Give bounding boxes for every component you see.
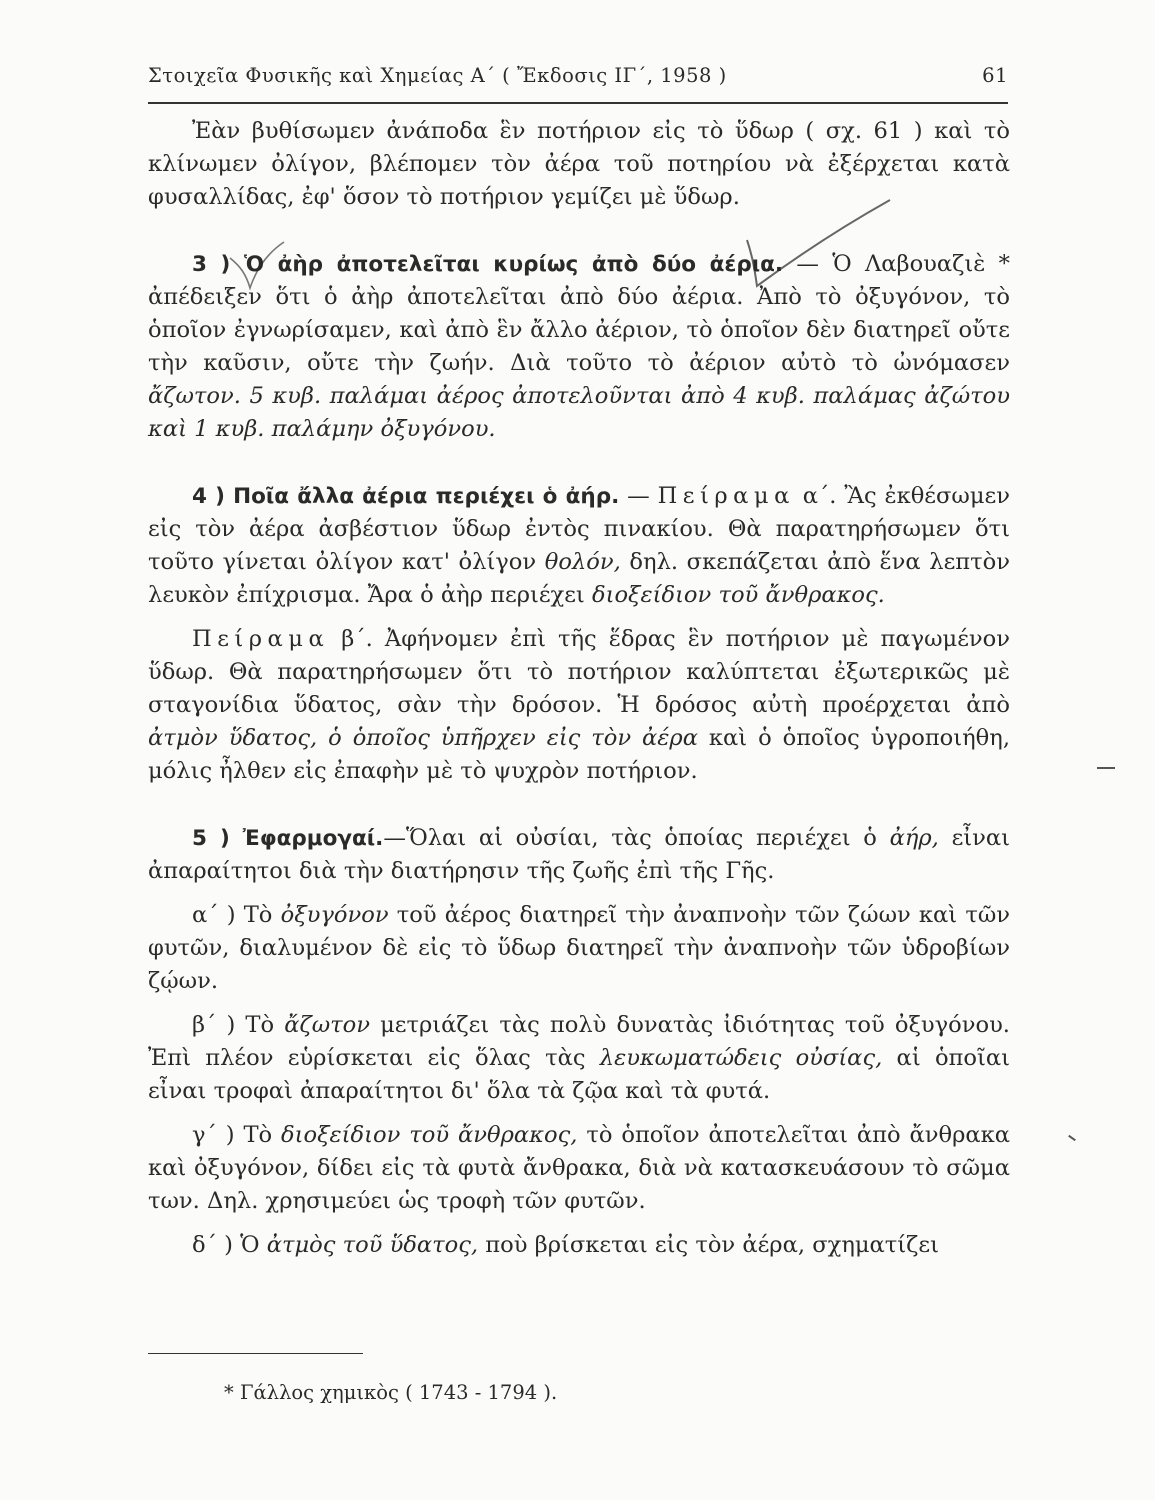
item-gamma-text: τὸ ὁποῖον ἀποτελεῖται ἀπὸ ἄνθρακα καὶ ὀξυγόνον, δίδει εἰς τὰ φυτὰ ἄνθρακα, διὰ νὰ κατασκευάσουν τὸ σῶμα των. Δηλ. χρησιμεύει ὡς τροφὴ τῶν φυτῶν. <box>148 1122 1010 1214</box>
item-delta-label: δ΄ ) Ὁ <box>192 1232 267 1258</box>
item-delta <box>148 1229 1010 1262</box>
section-4-dash: — <box>619 483 658 509</box>
experiment-b-text-2: καὶ ὁ ὁποῖος ὑγροποιήθη, μόλις ἦλθεν εἰς ἐπαφὴν μὲ τὸ ψυχρὸν ποτήριον. <box>148 725 1010 784</box>
item-alpha-italic: ὀξυγόνον <box>280 902 389 928</box>
experiment-a-text-1: Ἂς ἐκθέσωμεν εἰς τὸν ἀέρα ἀσβέστιον ὕδωρ ἐντὸς πινακίου. Θὰ παρατηρήσωμεν ὅτι τοῦτο γίνεται ὀλίγον κατ' ὀλίγον <box>148 483 1010 575</box>
item-delta-italic: ἀτμὸς τοῦ ὕδατος, <box>266 1232 479 1258</box>
margin-dash-mark <box>1097 767 1115 769</box>
paragraph-1: Ἐὰν βυθίσωμεν ἀνάποδα ἓν ποτήριον εἰς τὸ ὕδωρ ( σχ. 61 ) καὶ τὸ κλίνωμεν ὀλίγον, βλέπομεν τὸν ἀέρα τοῦ ποτηρίου νὰ ἐξέρχεται κατὰ φυσαλλίδας, ἐφ' ὅσον τὸ ποτήριον γεμίζει μὲ ὕδωρ. <box>148 118 1010 210</box>
footnote: * Γάλλος χημικὸς ( 1743 - 1794 ). <box>224 1381 558 1404</box>
experiment-a-number: α΄. <box>794 483 845 509</box>
item-beta-italic-2: λευκωματώδεις οὐσίας, <box>599 1045 883 1071</box>
section-5-text-1: —Ὅλαι αἱ οὐσίαι, τὰς ὁποίας περιέχει ὁ <box>383 825 890 851</box>
margin-tick-mark <box>1068 1135 1076 1141</box>
item-beta-label: β΄ ) Τὸ <box>192 1012 285 1038</box>
experiment-a-italic-1: θολόν, <box>544 549 621 575</box>
experiment-b-label: Πείραμα <box>192 626 330 652</box>
experiment-a-italic-2: διοξείδιον τοῦ ἄνθρακος. <box>591 582 885 608</box>
item-gamma-italic: διοξείδιον τοῦ ἄνθρακος, <box>281 1122 578 1148</box>
running-header <box>148 64 1008 87</box>
section-5-italic: ἀήρ, <box>889 825 939 851</box>
item-beta-text-1: μετριάζει τὰς πολὺ δυνατὰς ἰδιότητας τοῦ ὀξυγόνου. Ἐπὶ πλέον εὑρίσκεται εἰς ὅλας τὰς <box>148 1012 1010 1071</box>
section-5-text-2: εἶναι ἀπαραίτητοι διὰ τὴν διατήρησιν τῆς ζωῆς ἐπὶ τῆς Γῆς. <box>148 825 1010 884</box>
item-delta-text: ποὺ βρίσκεται εἰς τὸν ἀέρα, σχηματίζει <box>478 1232 939 1258</box>
item-alpha <box>148 899 1010 998</box>
experiment-b-text-1: Ἀφήνομεν ἐπὶ τῆς ἕδρας ἓν ποτήριον μὲ παγωμένον ὕδωρ. Θὰ παρατηρήσωμεν ὅτι τὸ ποτήριον καλύπτεται ἐξωτερικῶς μὲ σταγονίδια ὕδατος, σὰν τὴν δρόσον. Ἡ δρόσος αὐτὴ προέρχεται ἀπὸ <box>148 626 1010 718</box>
section-3-heading: 3 ) Ὁ ἀὴρ ἀποτελεῖται κυρίως ἀπὸ δύο ἀέρια. <box>192 252 784 277</box>
item-beta <box>148 1009 1010 1108</box>
item-gamma <box>148 1119 1010 1218</box>
item-alpha-text: τοῦ ἀέρος διατηρεῖ τὴν ἀναπνοὴν τῶν ζώων καὶ τῶν φυτῶν, διαλυμένον δὲ εἰς τὸ ὕδωρ διατηρεῖ τὴν ἀναπνοὴν τῶν ὑδροβίων ζῴων. <box>148 902 1010 994</box>
experiment-a-label: Πείραμα <box>657 483 795 509</box>
experiment-a-text-2: δηλ. σκεπάζεται ἀπὸ ἕνα λεπτὸν λευκὸν ἐπίχρισμα. Ἄρα ὁ ἀὴρ περιέχει <box>148 549 1010 608</box>
item-beta-italic-1: ἄζωτον <box>284 1012 370 1038</box>
section-5 <box>148 822 1010 888</box>
experiment-b <box>148 623 1010 788</box>
item-beta-text-2: αἱ ὁποῖαι εἶναι τροφαὶ ἀπαραίτητοι δι' ὅλα τὰ ζῷα καὶ τὰ φυτά. <box>148 1045 1010 1104</box>
item-gamma-label: γ΄ ) Τὸ <box>192 1122 282 1148</box>
experiment-b-italic: ἀτμὸν ὕδατος, ὁ ὁποῖος ὑπῆρχεν εἰς τὸν ἀέρα <box>148 725 698 751</box>
running-title: Στοιχεῖα Φυσικῆς καὶ Χημείας Α΄ ( Ἔκδοσις ΙΓ΄, 1958 ) <box>148 64 727 87</box>
section-3-italic: ἄζωτον. 5 κυβ. παλάμαι ἀέρος ἀποτελοῦνται ἀπὸ 4 κυβ. παλάμας ἀζώτου καὶ 1 κυβ. παλάμην ὀξυγόνου. <box>148 383 1010 442</box>
item-alpha-label: α΄ ) Τὸ <box>192 902 281 928</box>
section-5-heading: 5 ) Ἐφαρμογαί. <box>192 826 384 851</box>
section-3 <box>148 248 1010 446</box>
main-text <box>148 115 1010 1262</box>
section-4-heading: 4 ) Ποῖα ἄλλα ἀέρια περιέχει ὁ ἀήρ. <box>192 484 620 509</box>
header-rule <box>148 102 1008 104</box>
experiment-b-number: β΄. <box>329 626 385 652</box>
section-4 <box>148 480 1010 612</box>
footnote-rule <box>148 1353 363 1354</box>
page-number: 61 <box>982 64 1008 87</box>
section-3-text: — Ὁ Λαβουαζιὲ * ἀπέδειξεν ὅτι ὁ ἀὴρ ἀποτελεῖται ἀπὸ δύο ἀέρια. Ἀπὸ τὸ ὀξυγόνον, τὸ ὁποῖον ἐγνωρίσαμεν, καὶ ἀπὸ ἓν ἄλλο ἀέριον, τὸ ὁποῖον δὲν διατηρεῖ οὔτε τὴν καῦσιν, οὔτε τὴν ζωήν. Διὰ τοῦτο τὸ ἀέριον αὐτὸ τὸ ὠνόμασεν <box>148 251 1010 376</box>
